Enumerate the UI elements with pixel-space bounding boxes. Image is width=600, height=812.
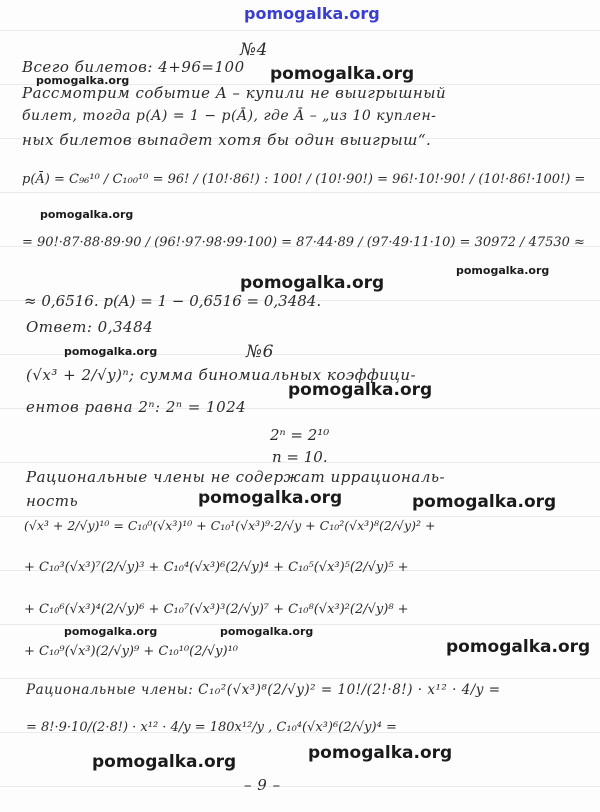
problem-6-eq-1: 2ⁿ = 2¹⁰: [270, 426, 330, 444]
ruled-line: [0, 30, 600, 31]
watermark-text: pomogalka.org: [64, 625, 158, 638]
ruled-line: [0, 516, 600, 517]
watermark-text: pomogalka.org: [308, 743, 453, 763]
problem-4-line-3: билет, тогда p(A) = 1 − p(Ā), где Ā – „из 10 куплен-: [22, 108, 437, 124]
problem-6-rational-title: Рациональные члены: C₁₀²(√x³)⁸(2/√y)² = 10!/(2!·8!) · x¹² · 4/y =: [26, 682, 501, 698]
watermark-text: pomogalka.org: [446, 637, 591, 657]
problem-4-formula-1: p(Ā) = C₉₆¹⁰ / C₁₀₀¹⁰ = 96! / (10!·86!) : 100! / (10!·90!) = 96!·10!·90! / (10!·86!·100!) =: [22, 172, 586, 187]
problem-4-answer: Ответ: 0,3484: [26, 318, 154, 336]
watermark-text: pomogalka.org: [456, 264, 550, 277]
problem-4-formula-3: ≈ 0,6516. p(A) = 1 − 0,6516 = 0,3484.: [24, 292, 322, 310]
watermark-text: pomogalka.org: [412, 492, 557, 512]
site-header-link[interactable]: pomogalka.org: [244, 4, 380, 23]
watermark-text: pomogalka.org: [92, 752, 237, 772]
problem-6-number: №6: [246, 342, 274, 362]
problem-6-line-3: Рациональные члены не содержат иррациональ-: [26, 468, 446, 486]
watermark-text: pomogalka.org: [36, 74, 130, 87]
problem-4-line-2: Рассмотрим событие A – купили не выигрышный: [22, 84, 447, 102]
ruled-line: [0, 678, 600, 679]
watermark-text: pomogalka.org: [240, 273, 385, 293]
problem-6-eq-2: n = 10.: [272, 448, 328, 466]
page-number: – 9 –: [244, 776, 281, 794]
problem-4-number: №4: [240, 40, 268, 60]
problem-6-line-4: ность: [26, 492, 79, 510]
ruled-line: [0, 192, 600, 193]
problem-6-expansion-2: + C₁₀³(√x³)⁷(2/√y)³ + C₁₀⁴(√x³)⁶(2/√y)⁴ + C₁₀⁵(√x³)⁵(2/√y)⁵ +: [24, 560, 409, 575]
problem-4-formula-2: = 90!·87·88·89·90 / (96!·97·98·99·100) = 87·44·89 / (97·49·11·10) = 30972 / 47530 ≈: [22, 235, 585, 250]
ruled-line: [0, 786, 600, 787]
watermark-text: pomogalka.org: [288, 380, 433, 400]
problem-6-expansion-4: + C₁₀⁹(√x³)(2/√y)⁹ + C₁₀¹⁰(2/√y)¹⁰: [24, 644, 239, 659]
problem-6-line-1: (√x³ + 2/√y)ⁿ; сумма биномиальных коэффици-: [26, 366, 417, 384]
problem-6-rational-line: = 8!·9·10/(2·8!) · x¹² · 4/y = 180x¹²/y , C₁₀⁴(√x³)⁶(2/√y)⁴ =: [26, 720, 397, 735]
problem-6-expansion-1: (√x³ + 2/√y)¹⁰ = C₁₀⁰(√x³)¹⁰ + C₁₀¹(√x³)⁹·2/√y + C₁₀²(√x³)⁸(2/√y)² +: [24, 518, 436, 533]
problem-6-line-2: ентов равна 2ⁿ: 2ⁿ = 1024: [26, 398, 247, 416]
watermark-text: pomogalka.org: [198, 488, 343, 508]
watermark-text: pomogalka.org: [270, 64, 415, 84]
watermark-text: pomogalka.org: [40, 208, 134, 221]
watermark-text: pomogalka.org: [220, 625, 314, 638]
problem-4-line-4: ных билетов выпадет хотя бы один выигрыш“.: [22, 131, 432, 149]
problem-6-expansion-3: + C₁₀⁶(√x³)⁴(2/√y)⁶ + C₁₀⁷(√x³)³(2/√y)⁷ + C₁₀⁸(√x³)²(2/√y)⁸ +: [24, 602, 409, 617]
problem-4-line-1: Всего билетов: 4+96=100: [22, 58, 245, 76]
watermark-text: pomogalka.org: [64, 345, 158, 358]
